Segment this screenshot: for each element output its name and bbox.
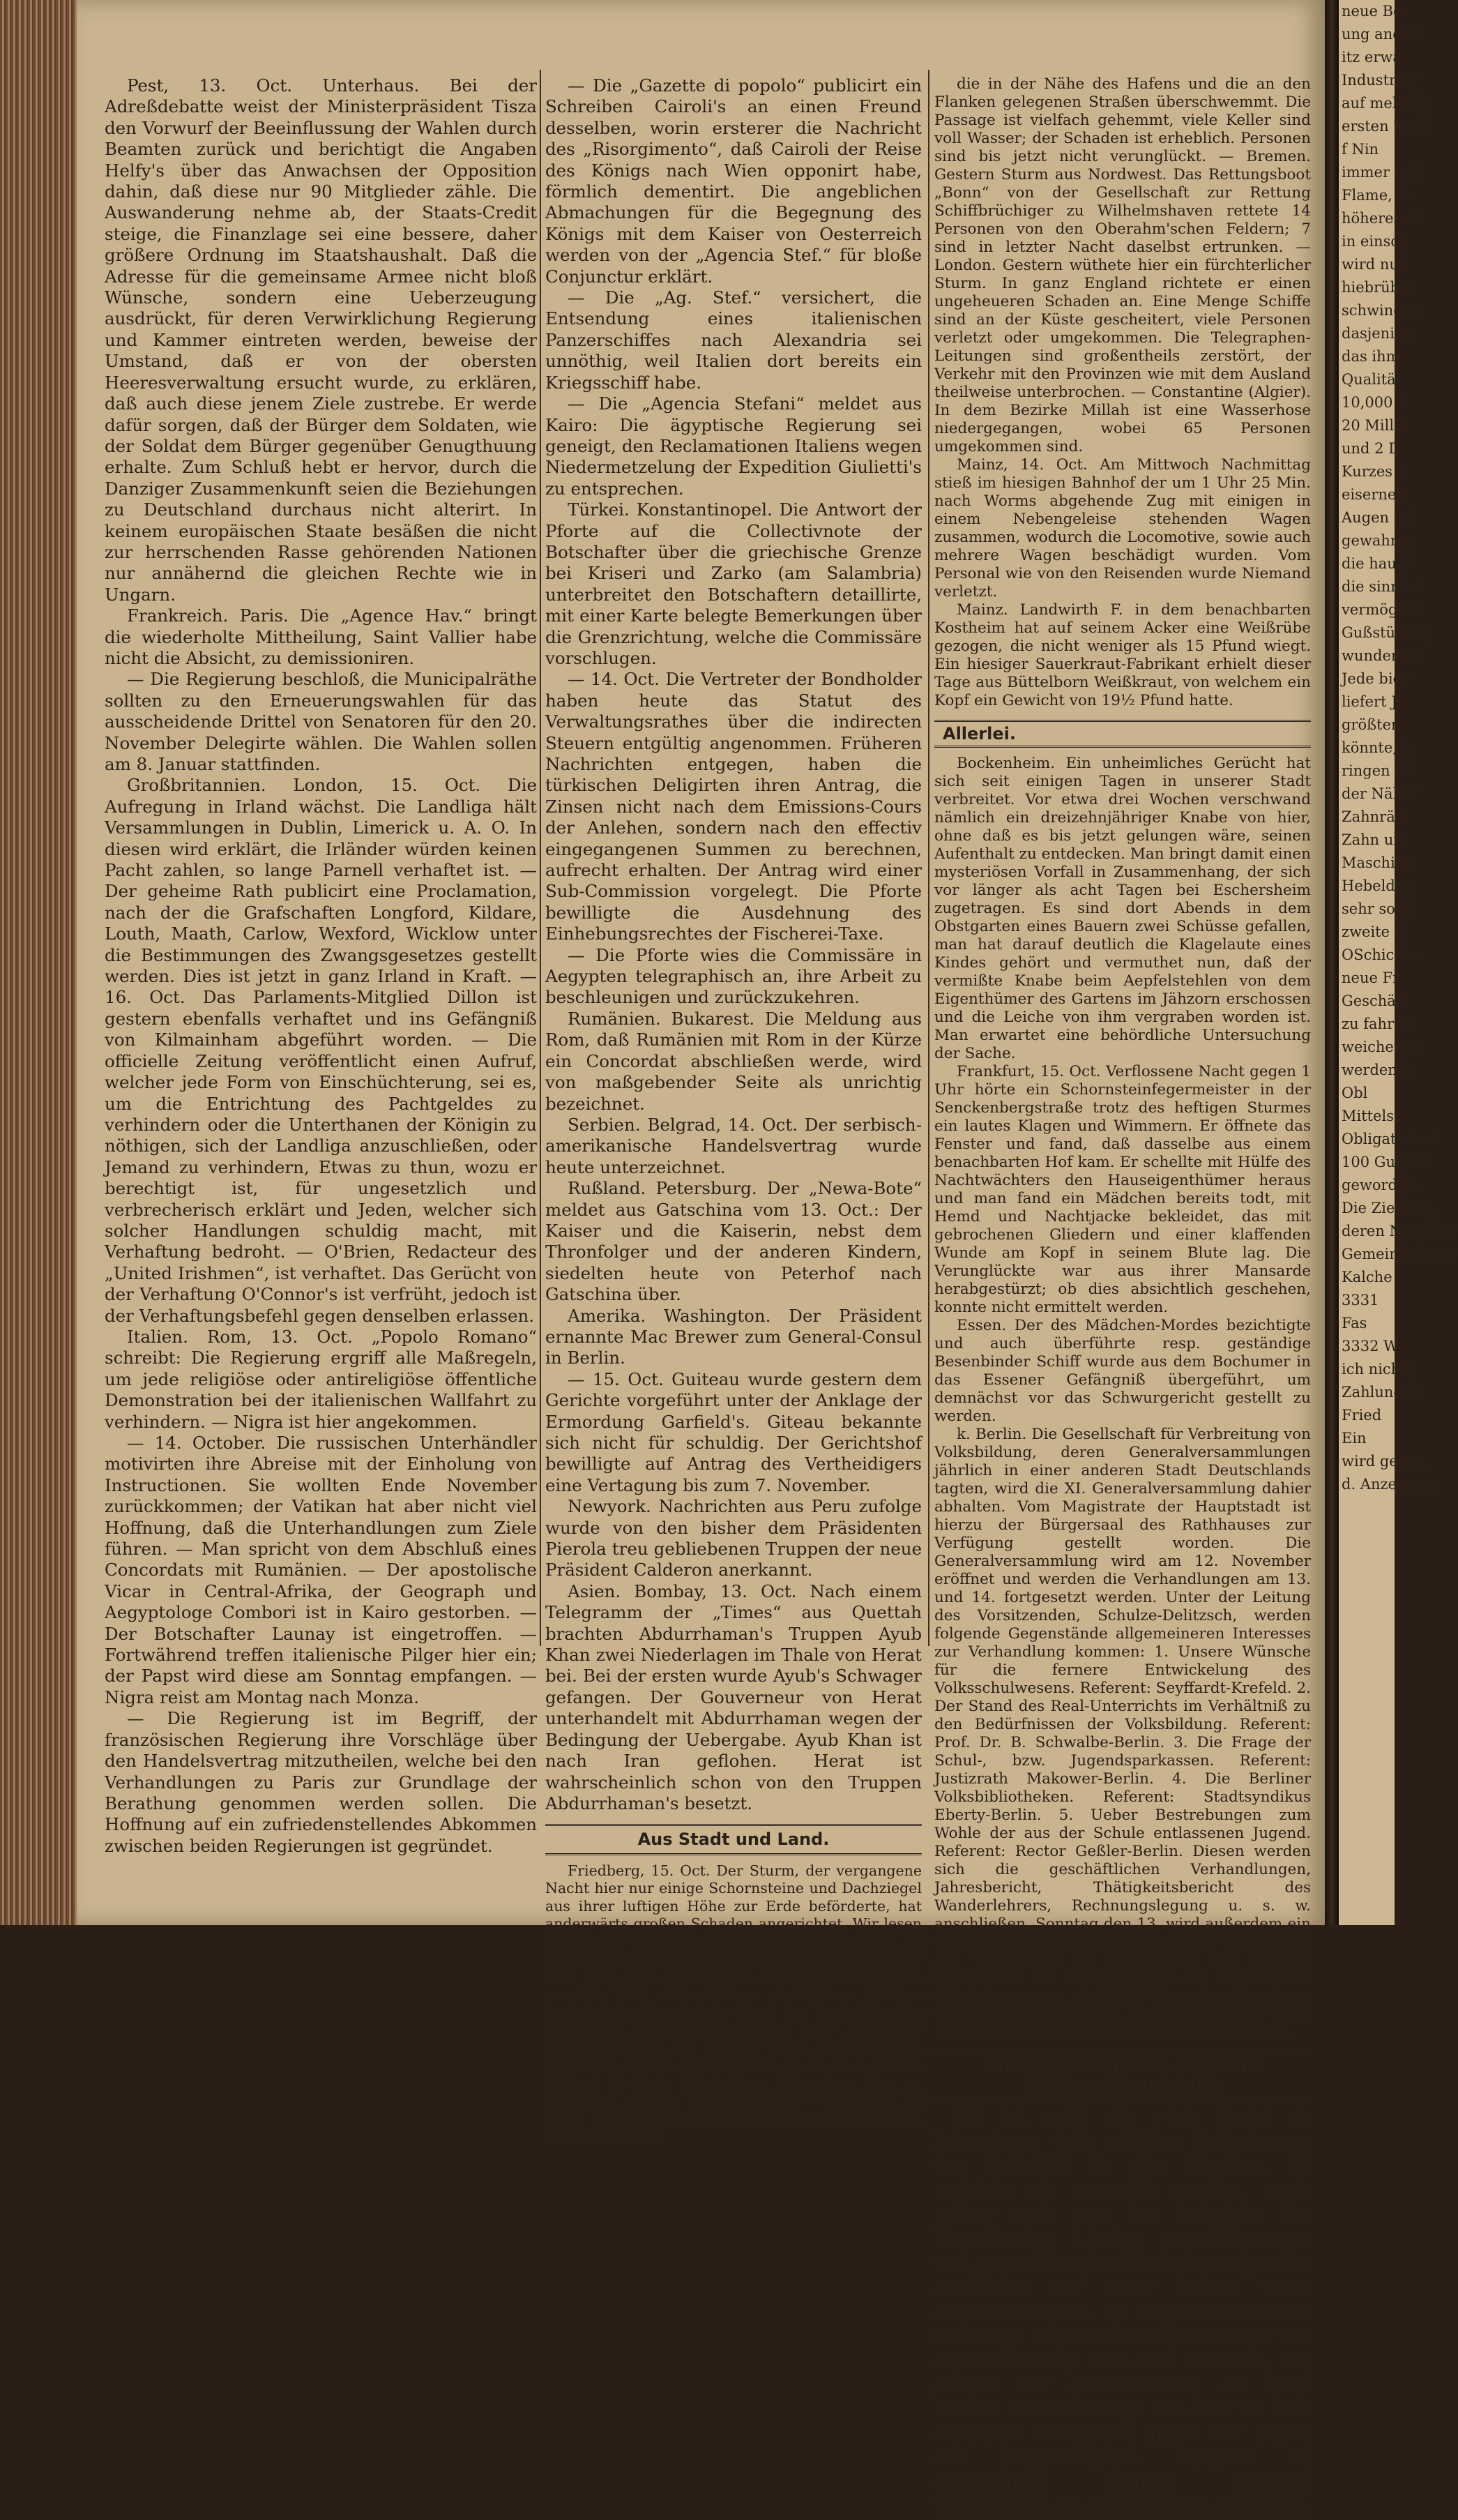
adjacent-page-fragment: neue Be <box>1342 3 1402 20</box>
column-1 <box>105 75 537 1857</box>
column2-paragraph: Rumänien. Bukarest. Die Meldung aus Rom, daß Rumänien mit Rom in der Kürze ein Concordat abschließen werde, wird von maßgebender Seite als unrichtig bezeichnet. <box>545 1008 922 1114</box>
adjacent-page-fragment: Industriez <box>1342 72 1418 89</box>
column2-paragraph: Rußland. Petersburg. Der „Newa-Bote“ meldet aus Gatschina vom 13. Oct.: Der Kaiser und die Kaiserin, nebst dem Thronfolger und der anderen Kindern, siedelten heute von Peterhof nach Gatschina über. <box>545 1178 922 1305</box>
section-heading-allerlei: Allerlei. <box>934 720 1311 748</box>
adjacent-page-fragment: könnte, b <box>1342 739 1412 756</box>
adjacent-page-fragment: 100 Gulden <box>1342 1154 1428 1170</box>
adjacent-page-fragment: Ein <box>1342 1430 1367 1447</box>
adjacent-page-fragment: gewahren <box>1342 532 1415 549</box>
adjacent-page-fragment: neue Fr <box>1342 969 1400 986</box>
column-rule-1 <box>540 70 541 1646</box>
column2-paragraph: Amerika. Washington. Der Präsident ernannte Mac Brewer zum General-Consul in Berlin. <box>545 1305 922 1368</box>
column2-paragraph: — Die „Agencia Stefani“ meldet aus Kairo: Die ägyptische Regierung sei geneigt, den Reclamationen Italiens wegen Niedermetzelung der Expedition Giulietti's zu entsprechen. <box>545 393 922 499</box>
adjacent-page-fragment: eisernen <box>1342 486 1406 503</box>
adjacent-page-fragment: ich nichte <box>1342 1361 1415 1378</box>
adjacent-page-fragment: ersten Med <box>1342 118 1427 135</box>
adjacent-page-fragment: Obl <box>1342 1085 1368 1101</box>
column3_local-paragraph: Mainz, 14. Oct. Am Mittwoch Nachmittag stieß im hiesigen Bahnhof der um 1 Uhr 25 Min. nach Worms abgehende Zug mit einigen in einem Nebengeleise stehenden Wagen zusammen, wodurch die Locomotive, sowie auch mehrere Wagen beschädigt wurden. Vom Personal wie von den Reisenden wurde Niemand verletzt. <box>934 456 1311 601</box>
adjacent-page-fragment: ringen un <box>1342 762 1414 779</box>
adjacent-page-fragment: Jede bies <box>1342 670 1409 687</box>
section-heading-stadt-land: Aus Stadt und Land. <box>545 1824 922 1855</box>
adjacent-page-fragment: sehr solid <box>1342 900 1414 917</box>
column1-paragraph: Großbritannien. London, 15. Oct. Die Aufregung in Irland wächst. Die Landliga hält Versammlungen in Dublin, Limerick u. A. O. In diesen wird erklärt, die Irländer würden keinen Pacht zahlen, so lange Parnell verhaftet ist. — Der geheime Rath publicirt eine Proclamation, nach der die Grafschaften Longford, Kildare, Louth, Maath, Carlow, Wexford, Wicklow unter die Bestimmungen des Zwangsgesetzes gestellt werden. Dies ist jetzt in ganz Irland in Kraft. — 16. Oct. Das Parlaments-Mitglied Dillon ist gestern ebenfalls verhaftet und ins Gefängniß von Kilmainham abgeführt worden. — Die officielle Zeitung veröffentlicht einen Aufruf, welcher jede Form von Einschüchterung, sei es, um die Entrichtung des Pachtgeldes zu verhindern oder die Unterthanen der Königin zu nöthigen, sich der Landliga anzuschließen, oder Jemand zu verhindern, Etwas zu thun, wozu er berechtigt ist, für ungesetzlich und verbrecherisch erklärt und Jeden, welcher sich solcher Handlungen schuldig macht, mit Verhaftung bedroht. — O'Brien, Redacteur des „United Irishmen“, ist verhaftet. Das Gerücht von der Verhaftung O'Connor's ist verfrüht, jedoch ist der Verhaftungsbefehl gegen denselben erlassen. <box>105 775 537 1326</box>
column-3 <box>934 75 1311 2520</box>
column2-paragraph: Asien. Bombay, 13. Oct. Nach einem Telegramm der „Times“ aus Quettah brachten Abdurrhaman's Truppen Ayub Khan zwei Niederlagen im Thale von Herat bei. Bei der ersten wurde Ayub's Schwager gefangen. Der Gouverneur von Herat unterhandelt mit Abdurrhaman wegen der Bedingung der Uebergabe. Ayub Khan ist nach Iran geflohen. Herat ist wahrscheinlich schon von den Truppen Abdurrhaman's besetzt. <box>545 1580 922 1813</box>
adjacent-page-fragment: Kurzes B <box>1342 463 1408 480</box>
adjacent-page-fragment: und 2 D <box>1342 440 1401 457</box>
adjacent-page-fragment: Fried <box>1342 1407 1382 1424</box>
column1-paragraph: Italien. Rom, 13. Oct. „Popolo Romano“ schreibt: Die Regierung ergriff alle Maßregeln, um jede religiöse oder antireligiöse öffentliche Demonstration bei der italienischen Wallfahrt zu verhindern. — Nigra ist hier angekommen. <box>105 1326 537 1432</box>
adjacent-page-fragment: Flame, fo <box>1342 187 1411 204</box>
adjacent-page-fragment: Fas <box>1342 1315 1367 1331</box>
adjacent-page-fragment: größten <box>1342 716 1401 733</box>
adjacent-page-fragment: auf mehrere <box>1342 95 1434 112</box>
adjacent-page-fragment: Hebeldru <box>1342 877 1412 894</box>
adjacent-page-fragment: Mittelst <box>1342 1108 1400 1124</box>
adjacent-page-fragment: Obligationen <box>1342 1131 1438 1147</box>
adjacent-page-fragment: Zahlung fo <box>1342 1384 1422 1401</box>
book-gutter <box>1325 0 1339 1925</box>
column3_allerlei-paragraph: k. Berlin. Die Gesellschaft für Verbreitung von Volksbildung, deren Generalversammlungen jährlich in einer anderen Stadt Deutschlands tagten, wird die XI. Generalversammlung dahier abhalten. Vom Magistrate der Hauptstadt ist hierzu der Bürgersaal des Rathhauses zur Verfügung gestellt worden. Die Generalversammlung wird am 12. November eröffnet und werden die Verhandlungen am 13. und 14. fortgesetzt werden. Unter der Leitung des Vorsitzenden, Schulze-Delitzsch, werden folgende Gegenstände allgemeineren Interesses zur Verhandlung kommen: 1. Unsere Wünsche für die fernere Entwickelung des Volksschulwesens. Referent: Seyffardt-Krefeld. 2. Der Stand des Real-Unterrichts im Verhältniß zu den Bedürfnissen der Volksbildung. Referent: Prof. Dr. B. Schwalbe-Berlin. 3. Die Frage der Schul-, bzw. Jugendsparkassen. Referent: Justizrath Makower-Berlin. 4. Die Berliner Volksbibliotheken. Referent: Stadtsyndikus Eberty-Berlin. 5. Ueber Bestrebungen zum Wohle der aus der Schule entlassenen Jugend. Referent: Rector Geßler-Berlin. Diesen werden sich die geschäftlichen Verhandlungen, Jahresbericht, Thätigkeitsbericht des Wanderlehrers, Rechnungslegung u. s. w. anschließen. Sonntag den 13. wird außerdem ein gemeinsames Mahl die Theilnehmer vereinigen. Die Theilnahme ist Mitgliedern und Gästen, welche für die Bestrebungen der Gesellschaft sich interessiren, gestattet, wenn dieselben beim Büreau der Gesellschaft in Berlin eine auf ihren Namen lautende Eintrittskarte erheben wollen. <box>934 1426 1311 2042</box>
adjacent-page-fragment: 20 Millio <box>1342 417 1408 434</box>
adjacent-page-fragment: immer mel <box>1342 164 1422 181</box>
book-page-edges <box>0 0 77 1925</box>
adjacent-page-fragment: wird gegen <box>1342 1453 1426 1470</box>
column-rule-2 <box>928 70 929 1646</box>
adjacent-page-fragment: OSchichte <box>1342 946 1418 963</box>
adjacent-page-fragment: Geschäft <box>1342 993 1407 1009</box>
column2-paragraph: — Die „Gazette di popolo“ publicirt ein Schreiben Cairoli's an einen Freund desselben, worin ersterer die Nachricht des „Risorgimento“, daß Cairoli der Reise des Königs nach Wien opponirt habe, förmlich dementirt. Die angeblichen Abmachungen für die Begegnung des Königs mit dem Kaiser von Oesterreich werden von der „Agencia Stef.“ für bloße Conjunctur erklärt. <box>545 75 922 287</box>
adjacent-page-fragment: der Nähm <box>1342 785 1416 802</box>
column3_local-paragraph: Mainz. Landwirth F. in dem benachbarten Kostheim hat auf seinem Acker eine Weißrübe gezogen, die nicht weniger als 15 Pfund wiegt. Ein hiesiger Sauerkraut-Fabrikant erhielt dieser Tage aus Büttelborn Weißkraut, von welchem ein Kopf ein Gewicht von 19½ Pfund hatte. <box>934 601 1311 709</box>
adjacent-page-fragment: weichen M <box>1342 1039 1423 1055</box>
adjacent-page-fragment: d. Anzeigers <box>1342 1476 1434 1493</box>
column2-paragraph: — Die „Ag. Stef.“ versichert, die Entsendung eines italienischen Panzerschiffes nach Alexandria sei unnöthig, weil Italien dort bereits ein Kriegsschiff habe. <box>545 287 922 393</box>
column2_local-paragraph: Friedberg, 15. Oct. Der Sturm, der vergangene Nacht hier nur einige Schornsteine und Dachziegel aus ihrer luftigen Höhe zur Erde beförderte, hat anderwärts großen Schaden angerichtet. Wir lesen darüber in den verschiedenen Blättern: Berlin. In Folge des orkanartigen Sturmes in gestriger Nacht sind sehr viel oberirdische Telegraphenleitungen zerstört. Mit sämmtlichen wichtigeren Plätzen Deutschlands ist jedoch durch die unterirdischen Kabel die Verbindung erhalten. Eine Ausnahme bildet München, da Bayern keine unterirdischen Leitungen besitzt. Von den außerdeutschen großen Plätzen ist Paris, Wien, Prag, Warschau, Riga zu erreichen, London indessen nicht. — Hamburg. In Folge des heftigen Sturmes und der eingetretenen Sturmfluth sind <box>545 1862 922 2146</box>
adjacent-page-fragment: itz erwa <box>1342 49 1402 66</box>
adjacent-page-fragment: zu fahren <box>1342 1016 1413 1032</box>
adjacent-page-fragment: Augen fol <box>1342 509 1413 526</box>
adjacent-page-fragment: in einsch <box>1342 233 1408 250</box>
adjacent-page-fragment: werden bi <box>1342 1062 1416 1078</box>
adjacent-page-fragment: Zahn um <box>1342 831 1408 848</box>
adjacent-page-fragment: 3332 W <box>1342 1338 1399 1355</box>
adjacent-page-fragment: Qualität <box>1342 371 1402 388</box>
adjacent-page-fragment: Maschine <box>1342 854 1413 871</box>
adjacent-page-fragment: vermöglich <box>1342 601 1425 618</box>
adjacent-page-fragment: wunderbar <box>1342 647 1423 664</box>
adjacent-page-fragment: Die Ziehung <box>1342 1200 1433 1216</box>
column2-paragraph: — Die Pforte wies die Commissäre in Aegypten telegraphisch an, ihre Arbeit zu beschleunigen und zurückzukehren. <box>545 944 922 1008</box>
adjacent-page-fragment: die sinnrei <box>1342 578 1420 595</box>
adjacent-page-fragment: zweite G <box>1342 923 1406 940</box>
column2-paragraph: — 15. Oct. Guiteau wurde gestern dem Gerichte vorgeführt unter der Anklage der Ermordung Garfield's. Giteau bekannte sich nicht für schuldig. Der Gerichtshof bewilligte auf Antrag des Vertheidigers eine Vertagung bis zum 7. November. <box>545 1368 922 1495</box>
column2-paragraph: — 14. Oct. Die Vertreter der Bondholder haben heute das Statut des Verwaltungsrathes über die indirecten Steuern entgültig angenommen. Früheren Nachrichten entgegen, haben die türkischen Deligirten ihren Antrag, die Zinsen nicht nach dem Emissions-Cours der Anlehen, sondern nach den effectiv eingegangenen Summen zu berechnen, aufrecht erhalten. Der Antrag wird einer Sub-Commission vorgelegt. Die Pforte bewilligte die Ausdehnung des Einhebungsrechtes der Fischerei-Taxe. <box>545 669 922 944</box>
column1-paragraph: — Die Regierung ist im Begriff, der französischen Regierung ihre Vorschläge über den Handelsvertrag mitzutheilen, welche bei den Verhandlungen zu Paris zur Grundlage der Berathung genommen werden sollen. Die Hoffnung auf ein zufriedenstellendes Abkommen zwischen beiden Regierungen ist gegründet. <box>105 1708 537 1856</box>
adjacent-page-fragment: das ihm <box>1342 348 1400 365</box>
adjacent-page-fragment: Zahnräd <box>1342 808 1405 825</box>
adjacent-page-fragment: wird nur <box>1342 256 1406 273</box>
column1-paragraph: Frankreich. Paris. Die „Agence Hav.“ bringt die wiederholte Mittheilung, Saint Vallier habe nicht die Absicht, zu demissioniren. <box>105 605 537 668</box>
adjacent-page-fragment: schwinden <box>1342 302 1421 319</box>
column3_allerlei-paragraph: Frankfurt, 15. Oct. Verflossene Nacht gegen 1 Uhr hörte ein Schornsteinfegermeister in der Senckenbergstraße trotz des heftigen Sturmes ein lautes Klagen und Wimmern. Er öffnete das Fenster und fand, daß dasselbe aus einem benachbarten Hof kam. Er schellte mit Hülfe des Nachtwächters den Hauseigenthümer heraus und man fand ein Mädchen bereits todt, mit Hemd und Nachtjacke bekleidet, das mit gebrochenen Gliedern und einer klaffenden Wunde am Kopf in seinem Blute lag. Die Verunglückte war aus ihrer Mansarde herabgestürzt; ob dies absichtlich geschehen, konnte nicht ermittelt werden. <box>934 1063 1311 1316</box>
column1-paragraph: Pest, 13. Oct. Unterhaus. Bei der Adreßdebatte weist der Ministerpräsident Tisza den Vorwurf der Beeinflussung der Wahlen durch Beamten zurück und berichtigt die Angaben Helfy's über das Anwachsen der Opposition dahin, daß diese nur 90 Mitglieder zähle. Die Auswanderung nehme ab, der Staats-Credit steige, die Finanzlage sei eine bessere, daher größere Ordnung im Staatshaushalt. Daß die Adresse für die gemeinsame Armee nicht bloß Wünsche, sondern eine Ueberzeugung ausdrückt, für deren Verwirklichung Regierung und Kammer eintreten werden, beweise der Umstand, daß er von der obersten Heeresverwaltung ersucht wurde, zu erklären, daß auch diese jenem Ziele zustrebe. Er werde dafür sorgen, daß der Bürger dem Soldaten, wie der Soldat dem Bürger gegenüber Genugthuung erhalte. Zum Schluß hebt er hervor, durch die Danziger Zusammenkunft seien die Beziehungen zu Deutschland durchaus nicht alterirt. In keinem europäischen Staate besäßen die nicht zur herrschenden Rasse gehörenden Nationen nur annähernd die gleichen Rechte wie in Ungarn. <box>105 75 537 605</box>
adjacent-page-fragment: f Nin <box>1342 141 1379 158</box>
adjacent-page-fragment: hiebrüber <box>1342 279 1415 296</box>
section-heading-naehmaschinenfabrik: Ein Gang durch eine deutsche Nähmaschinenfabrik. <box>934 2052 1311 2098</box>
column1-paragraph: — Die Regierung beschloß, die Municipalräthe sollten zu den Erneuerungswahlen für das ausscheidende Drittel von Senatoren für den 20. November Delegirte wählen. Die Wahlen sollen am 8. Januar stattfinden. <box>105 669 537 774</box>
column2-paragraph: Newyork. Nachrichten aus Peru zufolge wurde von den bisher dem Präsidenten Pierola treu gebliebenen Truppen der neue Präsident Calderon anerkannt. <box>545 1496 922 1580</box>
adjacent-page-fragment: liefert J <box>1342 693 1397 710</box>
adjacent-page-fragment: Gemeindekasse <box>1342 1246 1458 1262</box>
column2-paragraph: Serbien. Belgrad, 14. Oct. Der serbisch-amerikanische Handelsvertrag wurde heute unterzeichnet. <box>545 1114 922 1177</box>
adjacent-page-fragment: dasjenige <box>1342 325 1413 342</box>
adjacent-page-fragment: höheren P <box>1342 210 1418 227</box>
column3_allerlei-paragraph: Bockenheim. Ein unheimliches Gerücht hat sich seit einigen Tagen in unserer Stadt verbreitet. Vor etwa drei Wochen verschwand nämlich ein dreizehnjähriger Knabe von hier, ohne daß es bis jetzt gelungen wäre, seinen Aufenthalt zu entdecken. Man bringt damit einen mysteriösen Vorfall in Zusammenhang, der sich vor länger als acht Tagen bei Eschersheim zugetragen. Es sind dort Abends in dem Obstgarten eines Bauern zwei Schüsse gefallen, man hat darauf deutlich die Klagelaute eines Kindes gehört und vermuthet nun, daß der vermißte Knabe beim Aepfelstehlen von dem Eigenthümer des Gartens im Jähzorn erschossen und die Leiche von ihm vergraben worden ist. Man erwartet eine behördliche Untersuchung der Sache. <box>934 755 1311 1062</box>
adjacent-page-edge <box>1339 0 1458 1925</box>
adjacent-page-fragment: Gußstücken <box>1342 624 1431 641</box>
adjacent-page-fragment: geworden. <box>1342 1177 1420 1193</box>
adjacent-page-fragment: die haupt <box>1342 555 1412 572</box>
column1-paragraph: — 14. October. Die russischen Unterhändler motivirten ihre Abreise mit der Einholung von Instructionen. Sie wollten Ende November zurückkommen; der Vatikan hat aber nicht viel Hoffnung, daß die Unterhandlungen zum Ziele führen. — Man spricht von dem Abschluß eines Concordats mit Rumänien. — Der apostolische Vicar in Central-Afrika, der Geograph und Aegyptologe Combori ist in Kairo gestorben. — Der Botschafter Launay ist eingetroffen. — Fortwährend treffen italienische Pilger hier ein; der Papst wird diese am Sonntag empfangen. — Nigra reist am Montag nach Monza. <box>105 1433 537 1707</box>
adjacent-page-fragment: deren Nächster <box>1342 1223 1458 1239</box>
column2-paragraph: Türkei. Konstantinopel. Die Antwort der Pforte auf die Collectivnote der Botschafter über die griechische Grenze bei Kriseri und Zarko (am Salambria) unterbreitet den Botschaftern detaillirte, mit einer Karte belegte Bemerkungen über die Grenzrichtung, welche die Commissäre vorschlugen. <box>545 499 922 668</box>
adjacent-page-fragment: 10,000 A <box>1342 394 1408 411</box>
column-2 <box>545 75 922 2147</box>
column3_allerlei-paragraph: Essen. Der des Mädchen-Mordes bezichtigte und auch überführte resp. geständige Besenbinder Schiff wurde aus dem Bochumer in das Essener Gefängniß übergeführt, um demnächst vor das Schwurgericht gestellt zu werden. <box>934 1317 1311 1425</box>
adjacent-page-fragment: 3331 <box>1342 1292 1379 1308</box>
adjacent-page-fragment: ung andela <box>1342 26 1425 43</box>
column3_local-paragraph: die in der Nähe des Hafens und die an den Flanken gelegenen Straßen überschwemmt. Die Passage ist vielfach gehemmt, viele Keller sind voll Wasser; der Schaden ist erheblich. Personen sind bis jetzt nicht verunglückt. — Bremen. Gestern Sturm aus Nordwest. Das Rettungsboot „Bonn“ von der Gesellschaft zur Rettung Schiffbrüchiger zu Wilhelmshaven rettete 14 Personen von den Oberahm'schen Feldern; 7 sind in letzter Nacht daselbst ertrunken. — London. Gestern wüthete hier ein fürchterlicher Sturm. In ganz England richtete er einen ungeheueren Schaden an. Eine Menge Schiffe sind an der Küste gescheitert, viele Personen verletzt oder umgekommen. Die Telegraphen-Leitungen sind großentheils zerstört, der Verkehr mit den Provinzen wie mit dem Ausland theilweise unterbrochen. — Constantine (Algier). In dem Bezirke Millah ist eine Wasserhose niedergegangen, wobei 65 Personen umgekommen sind. <box>934 75 1311 455</box>
column3_feature-paragraph: Es ist wohl als eine Regel zu betrachten, daß wichtige Erfindungen der Industrie in den Ländern, in welchen sie gemacht wurden, auch später noch von der Industrie der betreffenden Länder vervollkommnet und gegenüber den Nachahmungen des Auslandes auf einer hohen Stufe erhalten werden. Im Gegensatze hierzu bietet die Nähmaschinenfabrikation das eigenthümliche Bild, daß Amerika, die Mutter der Nähmaschine, ihr Kind schnell vernachlässigt hat und es dem Auslande ermöglicht, nicht nur gegen das amerikanische Fabrikat zu concurriren, sondern dasselbe thatsächlich, was Qualität des Fabrikats, <box>934 2106 1311 2518</box>
adjacent-page-fragment: Kalche <box>1342 1269 1392 1285</box>
